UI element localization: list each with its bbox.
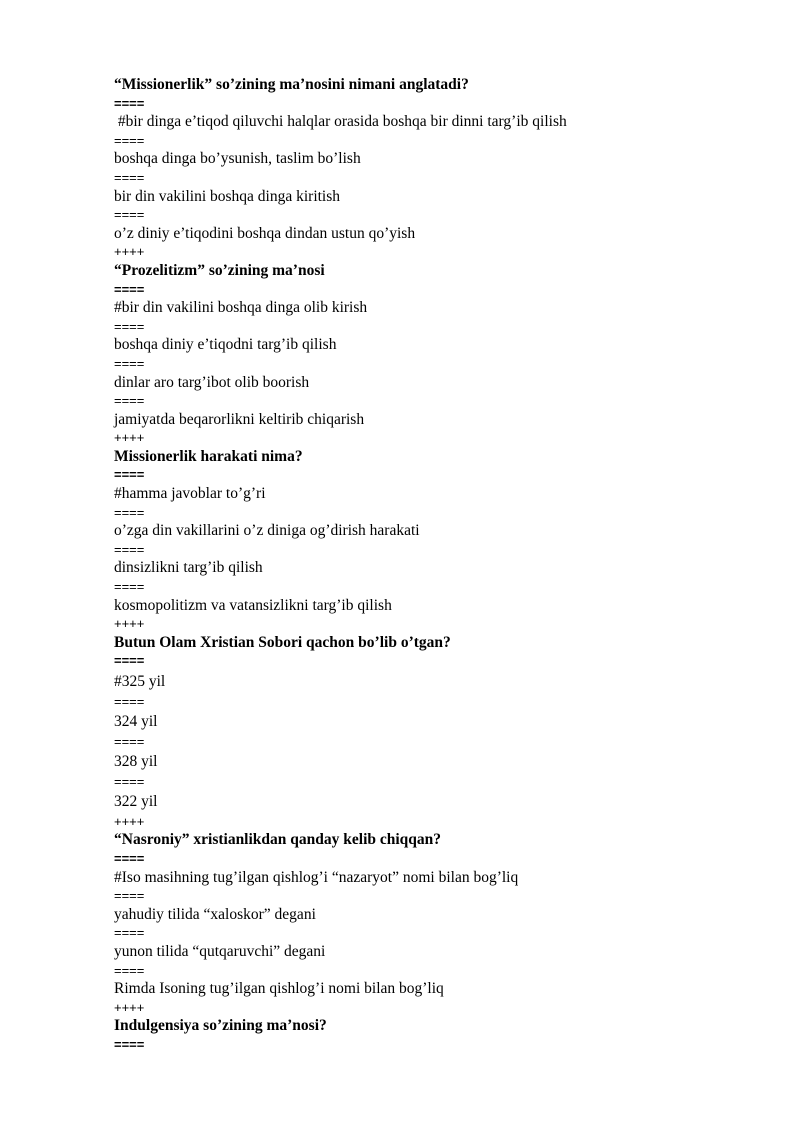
- question-end-separator: ++++: [114, 244, 145, 260]
- option-separator: ====: [114, 888, 145, 904]
- answer-option: dinlar aro targ’ibot olib boorish: [114, 373, 310, 391]
- option-separator: ====: [114, 653, 145, 669]
- option-separator: ====: [114, 925, 145, 941]
- question-end-separator: ++++: [114, 430, 145, 446]
- question-text: Missionerlik harakati nima?: [114, 447, 303, 465]
- answer-option: o’zga din vakillarini o’z diniga og’dirish harakati: [114, 522, 420, 540]
- question-text: Indulgensiya so’zining ma’nosi?: [114, 1017, 327, 1035]
- option-separator: ====: [114, 504, 145, 520]
- option-separator: ====: [114, 579, 145, 595]
- option-separator: ====: [114, 281, 145, 297]
- question-end-separator: ++++: [114, 813, 145, 829]
- option-separator: ====: [114, 95, 145, 111]
- option-separator: ====: [114, 393, 145, 409]
- question-text: “Prozelitizm” so’zining ma’nosi: [114, 261, 325, 279]
- option-separator: ====: [114, 318, 145, 334]
- answer-option: #325 yil: [114, 673, 166, 690]
- answer-option: yahudiy tilida “xaloskor” degani: [114, 905, 316, 923]
- question-text: Butun Olam Xristian Sobori qachon bo’lib o’tgan?: [114, 633, 451, 651]
- answer-option: #bir dinga e’tiqod qiluvchi halqlar orasida boshqa bir dinni targ’ib qilish: [114, 113, 567, 131]
- question-end-separator: ++++: [114, 999, 145, 1015]
- option-separator: ====: [114, 467, 145, 483]
- question-text: “Nasroniy” xristianlikdan qanday kelib chiqqan?: [114, 831, 442, 849]
- answer-option: dinsizlikni targ’ib qilish: [114, 559, 263, 577]
- option-separator: ====: [114, 541, 145, 557]
- option-separator: ====: [114, 355, 145, 371]
- answer-option: #hamma javoblar to’g’ri: [114, 485, 266, 503]
- answer-option: kosmopolitizm va vatansizlikni targ’ib qilish: [114, 596, 392, 614]
- answer-option: 322 yil: [114, 793, 158, 811]
- option-separator: ====: [114, 207, 145, 223]
- answer-option: boshqa diniy e’tiqodni targ’ib qilish: [114, 336, 337, 354]
- answer-option: 328 yil: [114, 753, 158, 771]
- answer-option: boshqa dinga bo’ysunish, taslim bo’lish: [114, 150, 361, 168]
- option-separator: ====: [114, 1036, 145, 1052]
- answer-option: o’z diniy e’tiqodini boshqa dindan ustun qo’yish: [114, 224, 416, 242]
- answer-option: bir din vakilini boshqa dinga kiritish: [114, 187, 341, 205]
- option-separator: ====: [114, 169, 145, 185]
- option-separator: ====: [114, 962, 145, 978]
- question-text: “Missionerlik” so’zining ma’nosini nimani anglatadi?: [114, 76, 469, 93]
- question-end-separator: ++++: [114, 616, 145, 632]
- option-separator: ====: [114, 693, 145, 709]
- document-page: [114, 76, 754, 1055]
- option-separator: ====: [114, 773, 145, 789]
- answer-option: yunon tilida “qutqaruvchi” degani: [114, 942, 326, 960]
- answer-option: Rimda Isoning tug’ilgan qishlog’i nomi bilan bog’liq: [114, 980, 444, 998]
- answer-option: jamiyatda beqarorlikni keltirib chiqarish: [114, 410, 365, 428]
- answer-option: 324 yil: [114, 713, 158, 731]
- option-separator: ====: [114, 733, 145, 749]
- answer-option: #Iso masihning tug’ilgan qishlog’i “nazaryot” nomi bilan bog’liq: [114, 868, 519, 886]
- option-separator: ====: [114, 132, 145, 148]
- option-separator: ====: [114, 850, 145, 866]
- answer-option: #bir din vakilini boshqa dinga olib kirish: [114, 299, 368, 317]
